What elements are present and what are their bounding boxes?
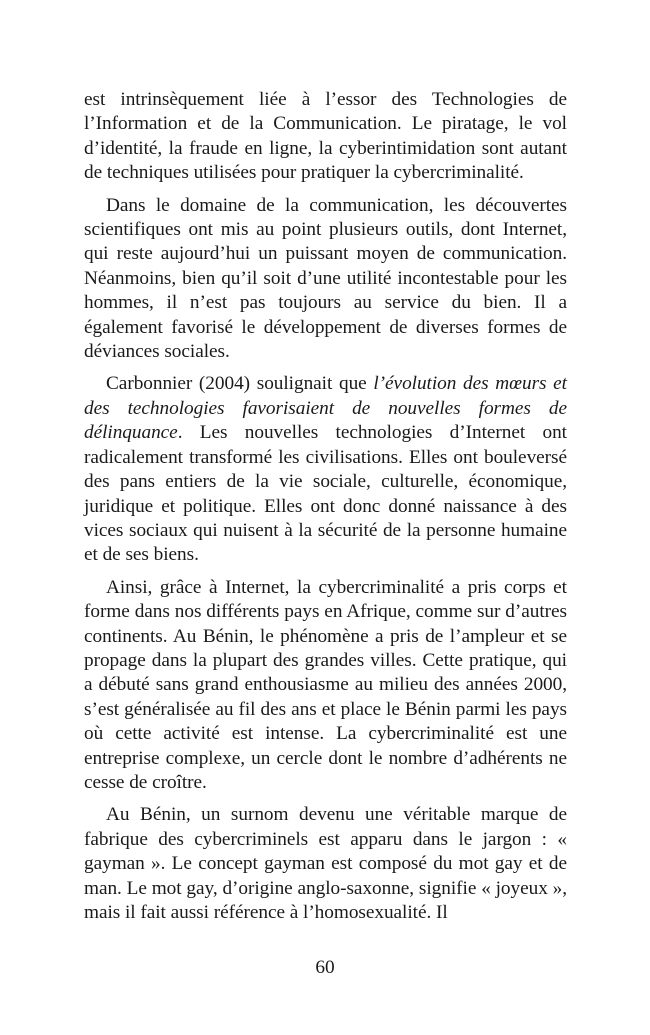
paragraph-2	[84, 194, 567, 365]
paragraph-4	[84, 576, 567, 796]
paragraph-3-text-end: . Les nouvelles technologies d’Internet ont radicalement transformé les civilisations. Elles ont bouleversé des pans entiers de la vie sociale, culturelle, économique, juridique et politique. Elles ont donc donné naissance à des vices sociaux qui nuisent à la sécurité de la personne humaine et de ses biens.	[84, 422, 567, 566]
paragraph-2-text: Dans le domaine de la communication, les découvertes scientifiques ont mis au point plusieurs outils, dont Internet, qui reste aujourd’hui un puissant moyen de communication. Néanmoins, bien qu’il soit d’une utilité incontestable pour les hommes, il n’est pas toujours au service du bien. Il a également favorisé le développement de diverses formes de déviances sociales.	[84, 194, 567, 363]
paragraph-3	[84, 372, 567, 567]
paragraph-5-text: Au Bénin, un surnom devenu une véritable marque de fabrique des cybercriminels est apparu dans le jargon : « gayman ». Le concept gayman est composé du mot gay et de man. Le mot gay, d’origine anglo-saxonne, signifie « joyeux », mais il fait aussi référence à l’homosexualité. Il	[84, 804, 567, 923]
paragraph-3-text-start: Carbonnier (2004) soulignait que	[106, 373, 374, 395]
paragraph-3-italic-quote: l’évolution des mœurs et des technologies favorisaient de nouvelles formes de délinquance	[84, 373, 567, 444]
paragraph-1-text: est intrinsèquement liée à l’essor des Technologies de l’Information et de la Communication. Le piratage, le vol d’identité, la fraude en ligne, la cyberintimidation sont autant de techniques utilisées pour pratiquer la cybercriminalité.	[84, 89, 567, 184]
paragraph-4-text: Ainsi, grâce à Internet, la cybercriminalité a pris corps et forme dans nos différents pays en Afrique, comme sur d’autres continents. Au Bénin, le phénomène a pris de l’ampleur et se propage dans la plupart des grandes villes. Cette pratique, qui a débuté sans grand enthousiasme au milieu des années 2000, s’est généralisée au fil des ans et place le Bénin parmi les pays où cette activité est intense. La cybercriminalité est une entreprise complexe, un cercle dont le nombre d’adhérents ne cesse de croître.	[84, 576, 567, 793]
page-text-block	[84, 88, 567, 933]
page-number: 60	[315, 957, 335, 978]
paragraph-5	[84, 803, 567, 925]
paragraph-1	[84, 88, 567, 186]
